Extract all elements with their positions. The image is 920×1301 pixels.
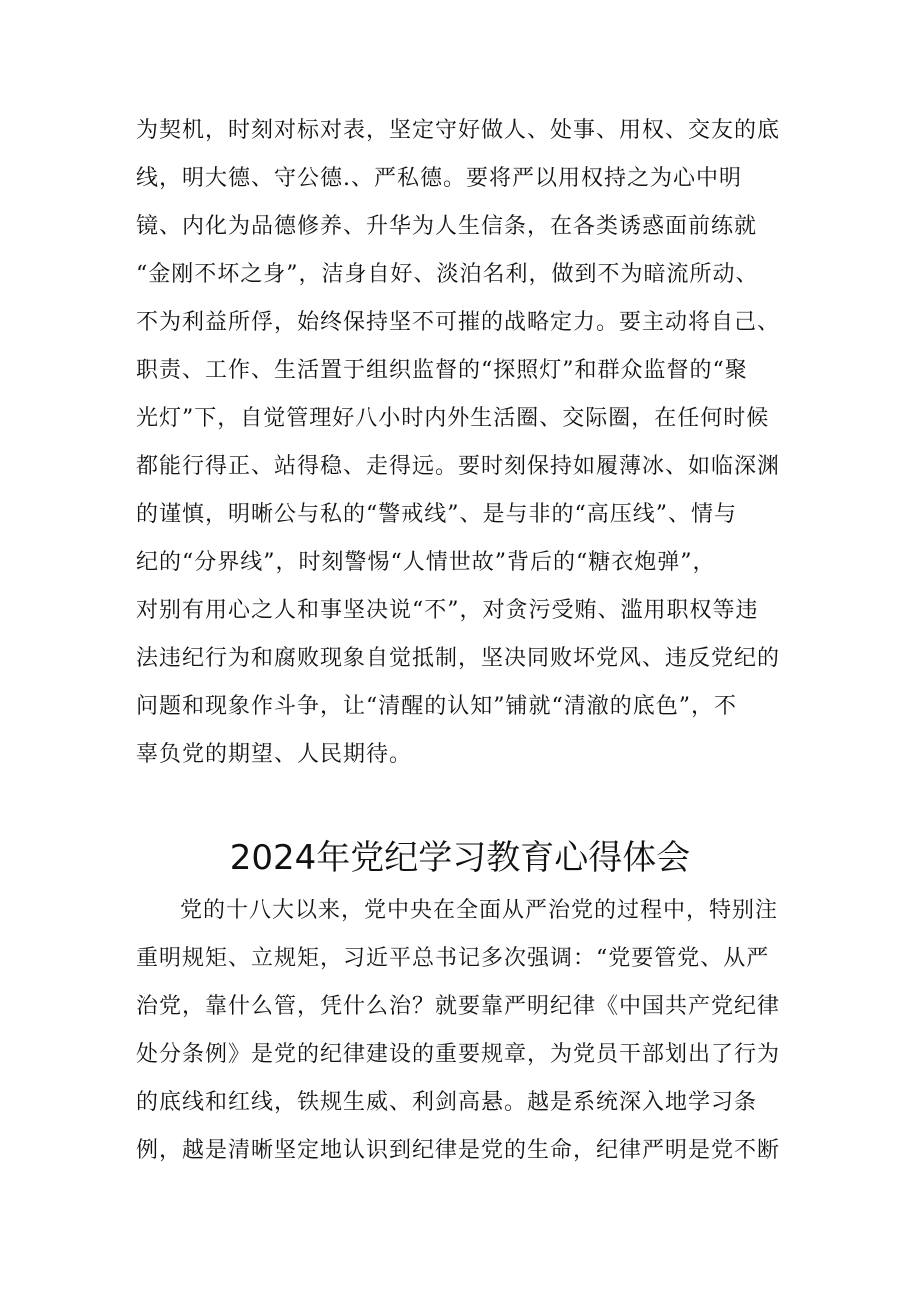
paragraph-line: 治党，靠什么管，凭什么治？就要靠严明纪律《中国共产党纪律: [136, 994, 781, 1019]
paragraph-line: 重明规矩、立规矩，习近平总书记多次强调：“党要管党、从严: [136, 946, 770, 971]
paragraph-line: 辜负党的期望、人民期待。: [136, 742, 413, 767]
paragraph-line: 问题和现象作斗争，让“清醒的认知”铺就“清澈的底色”，不: [136, 694, 737, 719]
paragraph-line: 的底线和红线，铁规生威、利剑高悬。越是系统深入地学习条: [136, 1090, 758, 1115]
paragraph-line: 为契机，时刻对标对表，坚定守好做人、处事、用权、交友的底: [136, 118, 781, 143]
paragraph-line: 都能行得正、站得稳、走得远。要时刻保持如履薄冰、如临深渊: [136, 454, 781, 479]
paragraph-line: 处分条例》是党的纪律建设的重要规章，为党员干部划出了行为: [136, 1042, 781, 1067]
paragraph-line: 党的十八大以来，党中央在全面从严治党的过程中，特别注: [180, 898, 779, 923]
paragraph-line: 镜、内化为品德修养、升华为人生信条，在各类诱惑面前练就: [136, 214, 758, 239]
paragraph-line: 的谨慎，明晰公与私的“警戒线”、是与非的“高压线”、情与: [136, 502, 737, 527]
paragraph-line: 对别有用心之人和事坚决说“不”，对贪污受贿、滥用职权等违: [136, 598, 759, 623]
paragraph-line: 法违纪行为和腐败现象自觉抵制，坚决同败坏党风、违反党纪的: [136, 646, 781, 671]
paragraph-line: 职责、工作、生活置于组织监督的“探照灯”和群众监督的“聚: [136, 358, 748, 383]
paragraph-line: 线，明大德、守公德.、严私德。要将严以用权持之为心中明: [136, 166, 742, 191]
article-title: 2024年党纪学习教育心得体会: [229, 838, 691, 878]
paragraph-line: 光灯”下，自觉管理好八小时内外生活圈、交际圈，在任何时候: [136, 406, 770, 431]
paragraph-line: 不为利益所俘，始终保持坚不可摧的战略定力。要主动将自己、: [136, 310, 781, 335]
paragraph-line: 纪的“分界线”，时刻警惕“人情世故”背后的“糖衣炮弹”，: [136, 550, 716, 575]
paragraph-line: “金刚不坏之身”，洁身自好、淡泊名利，做到不为暗流所动、: [136, 262, 759, 287]
paragraph-line: 例，越是清晰坚定地认识到纪律是党的生命，纪律严明是党不断: [136, 1138, 781, 1163]
